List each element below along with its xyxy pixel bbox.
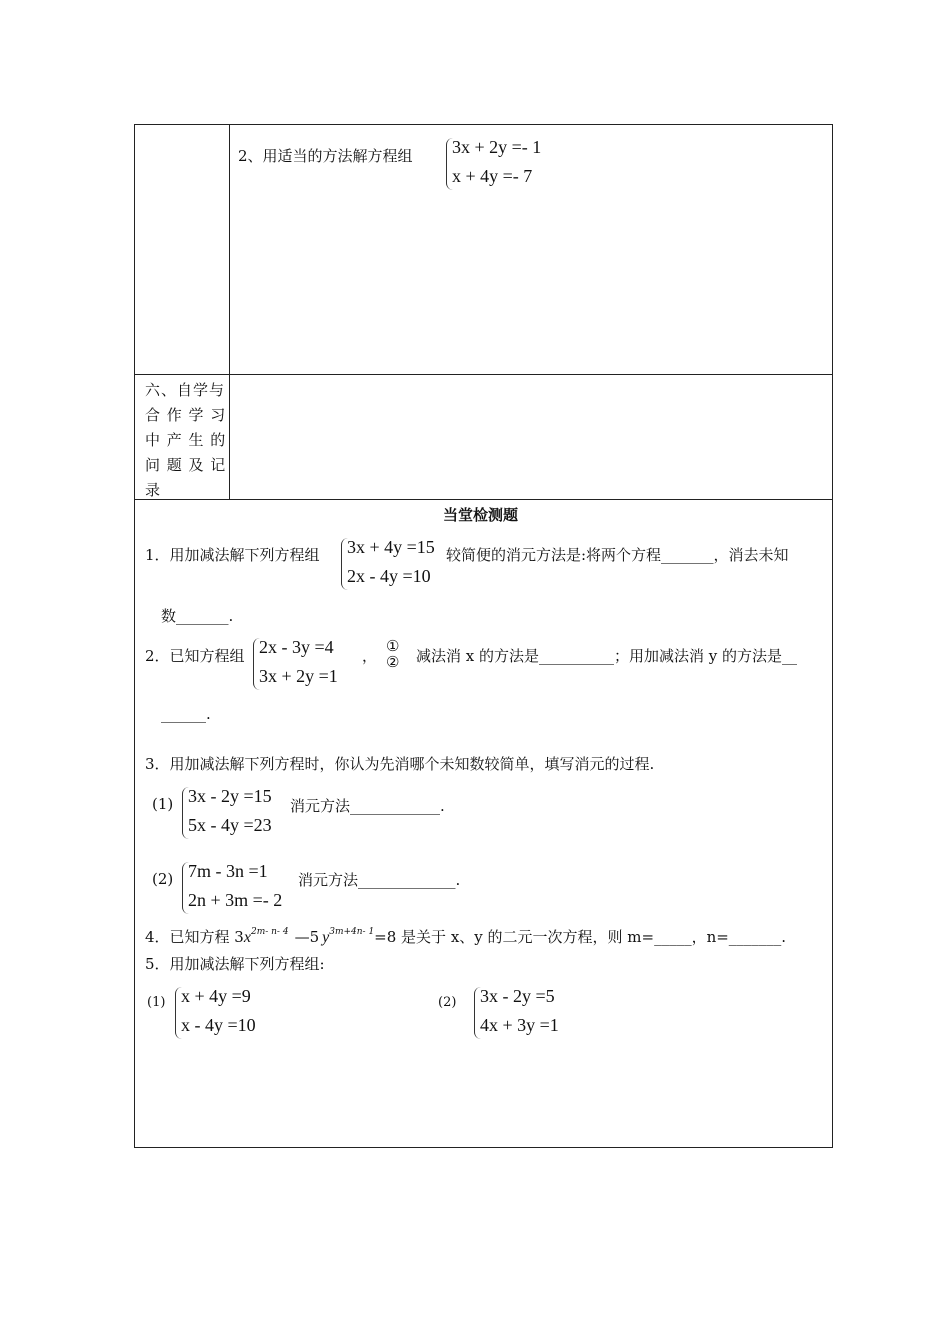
q2-comma: ， xyxy=(362,647,378,665)
q3-part2-eq1: 7m - 3n =1 xyxy=(188,861,268,881)
row2-label-line-2: 合 作 学 习 xyxy=(145,406,227,424)
q5-part2-label: (2) xyxy=(438,995,457,1010)
q5-part2-eq2: 4x + 3y =1 xyxy=(480,1015,559,1035)
q4-prefix: 4．已知方程 3 xyxy=(145,928,244,946)
row2-label-line-4: 问 题 及 记 xyxy=(145,456,227,474)
q4-suffix: =8 是关于 x、y 的二元一次方程，则 m=_____，n=_______. xyxy=(374,928,787,946)
border-top xyxy=(134,124,833,125)
column-divider xyxy=(229,124,230,500)
row1-task-text: 2、用适当的方法解方程组 xyxy=(238,147,413,165)
q5-text: 5．用加减法解下列方程组: xyxy=(145,955,325,973)
border-left xyxy=(134,124,135,1148)
q2-prefix: 2．已知方程组 xyxy=(145,647,245,665)
row2-label-line-3: 中 产 生 的 xyxy=(145,431,227,449)
q2-mark-1: ① xyxy=(386,637,400,655)
border-row2-bottom xyxy=(134,499,833,500)
border-right xyxy=(832,124,833,1148)
q3-part1-label: (1) xyxy=(152,795,174,813)
q1-prefix: 1．用加减法解下列方程组 xyxy=(145,546,320,564)
row2-label-line-5: 录 xyxy=(145,481,162,499)
q2-eq1: 2x - 3y =4 xyxy=(259,637,334,657)
row1-eq2: x + 4y =- 7 xyxy=(452,166,533,186)
q4-var-y: y xyxy=(322,929,330,946)
q2-suffix: 减法消 x 的方法是__________；用加减法消 y 的方法是__ xyxy=(416,647,798,665)
q1-continuation: 数_______. xyxy=(161,607,234,625)
q3-part1-suffix: 消元方法____________. xyxy=(290,797,445,815)
q1-eq2: 2x - 4y =10 xyxy=(347,566,431,586)
test-title: 当堂检测题 xyxy=(443,506,519,524)
q4-mid: —5 xyxy=(294,928,320,946)
q4-exponent-2: 3m+4n- 1 xyxy=(329,927,375,937)
row1-eq1: 3x + 2y =- 1 xyxy=(452,137,542,157)
q2-eq2: 3x + 2y =1 xyxy=(259,666,338,686)
border-row1-bottom xyxy=(134,374,833,375)
q5-part1-eq2: x - 4y =10 xyxy=(181,1015,256,1035)
q3-part2-suffix: 消元方法_____________. xyxy=(298,871,461,889)
q3-part2-label: (2) xyxy=(152,870,174,888)
q3-text: 3．用加减法解下列方程时，你认为先消哪个未知数较简单，填写消元的过程. xyxy=(145,755,655,773)
q3-part2-eq2: 2n + 3m =- 2 xyxy=(188,890,283,910)
q3-part1-eq1: 3x - 2y =15 xyxy=(188,786,272,806)
q4-exponent-1: 2m- n- 4 xyxy=(250,927,289,937)
border-bottom xyxy=(134,1147,833,1148)
q5-part2-eq1: 3x - 2y =5 xyxy=(480,986,555,1006)
q4-line xyxy=(145,926,786,947)
row2-label-line-1: 六、自学与 xyxy=(145,381,226,399)
q2-mark-2: ② xyxy=(386,653,400,671)
q2-continuation: ______. xyxy=(161,705,211,723)
q4-var-x: x xyxy=(243,929,251,946)
q5-part1-label: (1) xyxy=(147,995,166,1010)
q3-part1-eq2: 5x - 4y =23 xyxy=(188,815,272,835)
q1-suffix: 较简便的消元方法是:将两个方程_______，消去未知 xyxy=(446,546,789,564)
q5-part1-eq1: x + 4y =9 xyxy=(181,986,251,1006)
q1-eq1: 3x + 4y =15 xyxy=(347,537,435,557)
